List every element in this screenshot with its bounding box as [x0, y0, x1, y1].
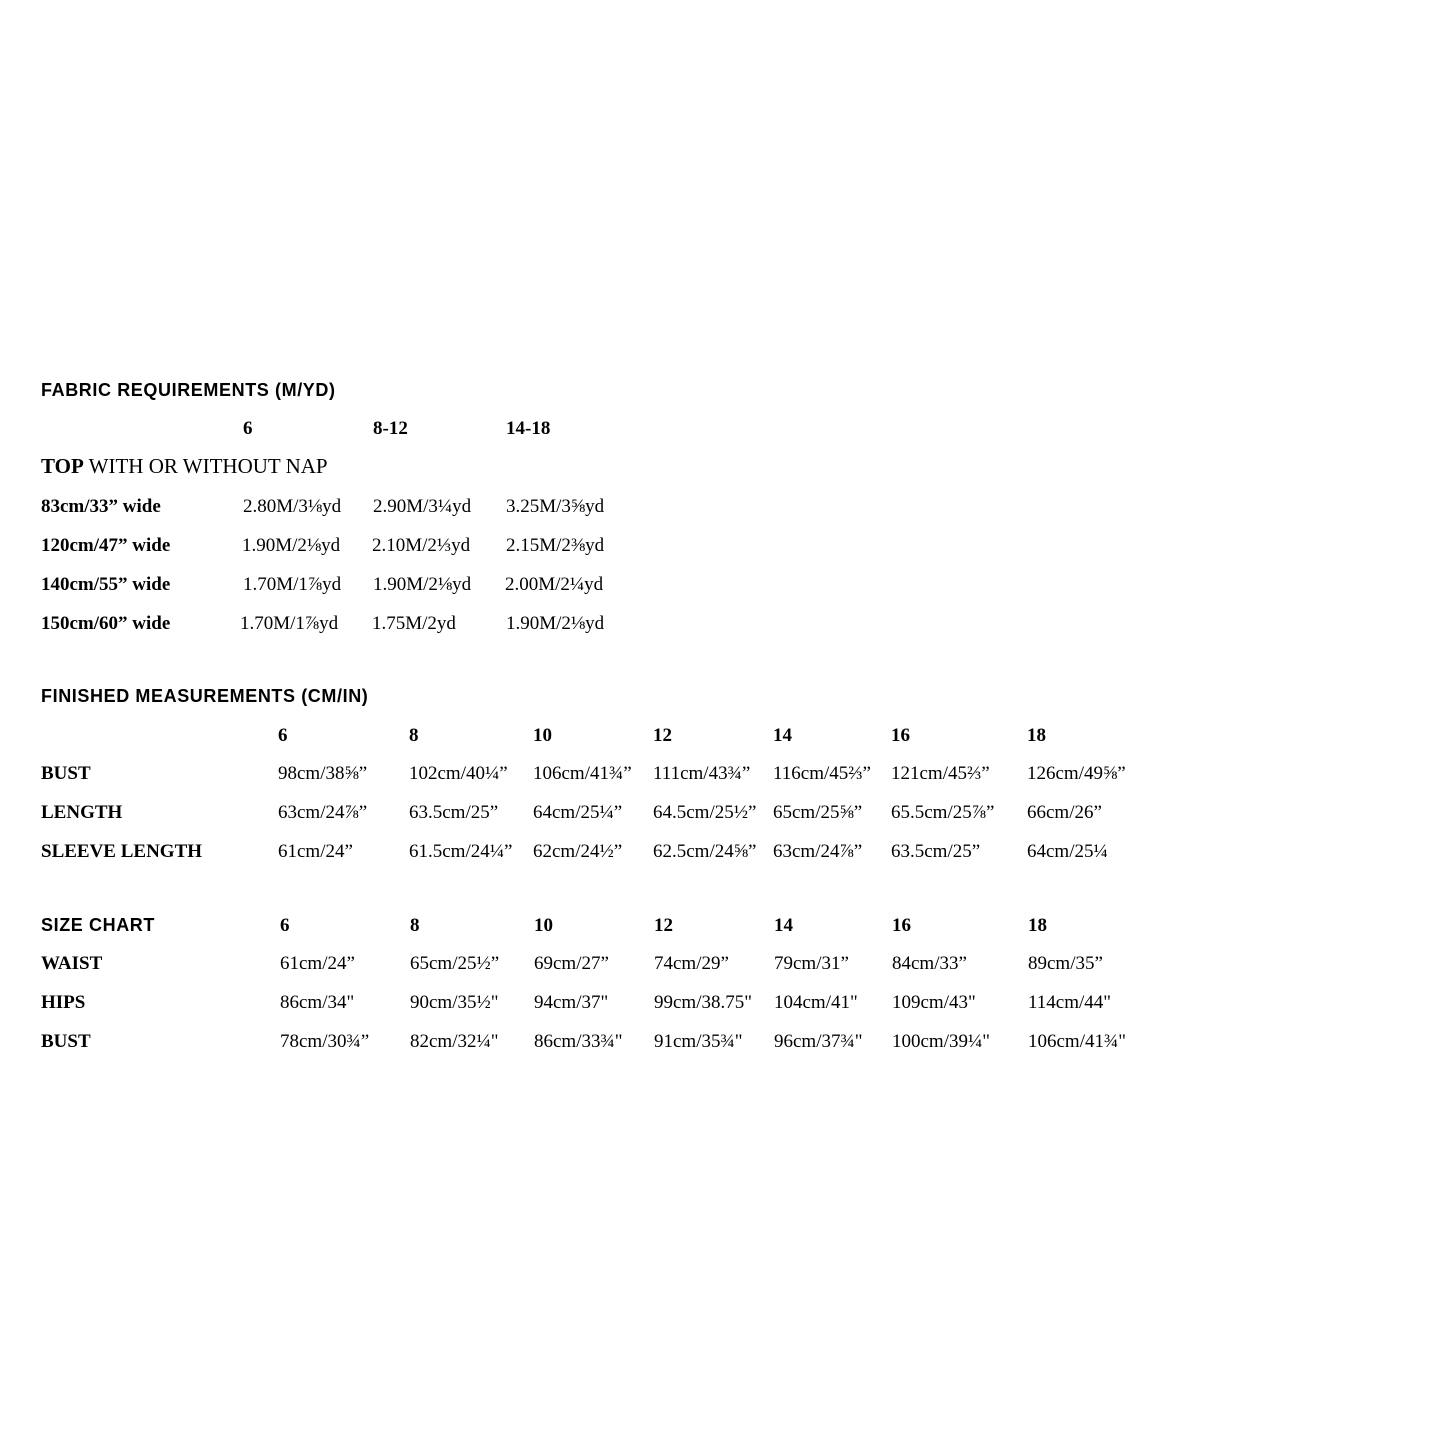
- size-chart-cell: 106cm/41¾": [1028, 1031, 1126, 1052]
- finished-col: 6: [278, 725, 288, 746]
- size-chart-cell: 69cm/27”: [534, 953, 609, 974]
- finished-cell: 65cm/25⅝”: [773, 802, 863, 823]
- fabric-cell: 1.70M/1⅞yd: [240, 613, 339, 634]
- fabric-subheading-rest: WITH OR WITHOUT NAP: [83, 454, 328, 478]
- fabric-col-6: 6: [243, 418, 253, 439]
- size-chart-cell: 89cm/35”: [1028, 953, 1103, 974]
- size-chart-cell: 84cm/33”: [892, 953, 967, 974]
- fabric-cell: 2.15M/2⅜yd: [506, 535, 605, 556]
- size-chart-cell: 86cm/33¾": [534, 1031, 623, 1052]
- finished-row-label: SLEEVE LENGTH: [41, 841, 203, 862]
- fabric-cell: 2.00M/2¼yd: [505, 574, 604, 595]
- finished-cell: 126cm/49⅝”: [1027, 763, 1126, 784]
- size-chart-cell: 86cm/34": [280, 992, 355, 1013]
- fabric-cell: 1.90M/2⅛yd: [242, 535, 341, 556]
- finished-cell: 63cm/24⅞”: [278, 802, 368, 823]
- fabric-subheading-bold: TOP: [41, 454, 84, 478]
- fabric-cell: 1.70M/1⅞yd: [243, 574, 342, 595]
- size-chart-cell: 79cm/31”: [774, 953, 849, 974]
- finished-cell: 61cm/24”: [278, 841, 353, 862]
- fabric-row-label: 150cm/60” wide: [41, 613, 171, 634]
- size-chart-cell: 100cm/39¼": [892, 1031, 990, 1052]
- finished-cell: 65.5cm/25⅞”: [891, 802, 995, 823]
- finished-cell: 64cm/25¼”: [533, 802, 623, 823]
- finished-row-label: LENGTH: [41, 802, 123, 823]
- finished-cell: 62cm/24½”: [533, 841, 623, 862]
- fabric-col-14-18: 14-18: [506, 418, 551, 439]
- finished-cell: 63.5cm/25”: [409, 802, 499, 823]
- size-chart-cell: 74cm/29”: [654, 953, 729, 974]
- finished-cell: 111cm/43¾”: [653, 763, 751, 784]
- fabric-cell: 2.80M/3⅛yd: [243, 496, 342, 517]
- fabric-col-8-12: 8-12: [373, 418, 408, 439]
- finished-cell: 63.5cm/25”: [891, 841, 981, 862]
- fabric-row-label: 120cm/47” wide: [41, 535, 171, 556]
- finished-col: 14: [773, 725, 792, 746]
- fabric-subheading: [41, 456, 328, 477]
- size-chart-cell: 99cm/38.75": [654, 992, 752, 1013]
- finished-cell: 66cm/26”: [1027, 802, 1102, 823]
- finished-heading: FINISHED MEASUREMENTS (CM/IN): [41, 686, 369, 706]
- size-chart-col: 10: [534, 915, 553, 936]
- size-chart-col: 14: [774, 915, 793, 936]
- size-chart-cell: 109cm/43": [892, 992, 976, 1013]
- finished-cell: 121cm/45⅔”: [891, 763, 990, 784]
- size-chart-col: 18: [1028, 915, 1047, 936]
- finished-cell: 63cm/24⅞”: [773, 841, 863, 862]
- size-chart-cell: 96cm/37¾": [774, 1031, 863, 1052]
- finished-cell: 64cm/25¼: [1027, 841, 1108, 862]
- finished-col: 10: [533, 725, 552, 746]
- finished-row-label: BUST: [41, 763, 91, 784]
- fabric-cell: 2.10M/2⅓yd: [372, 535, 471, 556]
- finished-col: 12: [653, 725, 672, 746]
- finished-cell: 98cm/38⅝”: [278, 763, 368, 784]
- fabric-heading: FABRIC REQUIREMENTS (M/YD): [41, 380, 336, 400]
- finished-col: 16: [891, 725, 910, 746]
- finished-cell: 61.5cm/24¼”: [409, 841, 513, 862]
- size-chart-row-label: BUST: [41, 1031, 91, 1052]
- size-chart-col: 8: [410, 915, 420, 936]
- fabric-cell: 1.90M/2⅛yd: [506, 613, 605, 634]
- size-chart-row-label: HIPS: [41, 992, 86, 1013]
- size-chart-cell: 90cm/35½": [410, 992, 499, 1013]
- finished-cell: 102cm/40¼”: [409, 763, 508, 784]
- fabric-row-label: 140cm/55” wide: [41, 574, 171, 595]
- size-chart-col: 6: [280, 915, 290, 936]
- size-chart-cell: 82cm/32¼": [410, 1031, 499, 1052]
- fabric-cell: 3.25M/3⅝yd: [506, 496, 605, 517]
- size-chart-col: 16: [892, 915, 911, 936]
- finished-col: 18: [1027, 725, 1046, 746]
- fabric-cell: 1.75M/2yd: [372, 613, 456, 634]
- fabric-cell: 1.90M/2⅛yd: [373, 574, 472, 595]
- size-chart-cell: 91cm/35¾": [654, 1031, 743, 1052]
- finished-col: 8: [409, 725, 419, 746]
- finished-cell: 116cm/45⅔”: [773, 763, 871, 784]
- size-chart-heading: SIZE CHART: [41, 915, 155, 935]
- fabric-row-label: 83cm/33” wide: [41, 496, 161, 517]
- size-chart-col: 12: [654, 915, 673, 936]
- size-chart-row-label: WAIST: [41, 953, 103, 974]
- size-chart-cell: 104cm/41": [774, 992, 858, 1013]
- size-chart-cell: 94cm/37": [534, 992, 609, 1013]
- size-chart-cell: 114cm/44": [1028, 992, 1112, 1013]
- size-chart-cell: 78cm/30¾”: [280, 1031, 370, 1052]
- size-chart-cell: 61cm/24”: [280, 953, 355, 974]
- finished-cell: 106cm/41¾”: [533, 763, 632, 784]
- fabric-cell: 2.90M/3¼yd: [373, 496, 472, 517]
- finished-cell: 64.5cm/25½”: [653, 802, 757, 823]
- size-chart-cell: 65cm/25½”: [410, 953, 500, 974]
- finished-cell: 62.5cm/24⅝”: [653, 841, 757, 862]
